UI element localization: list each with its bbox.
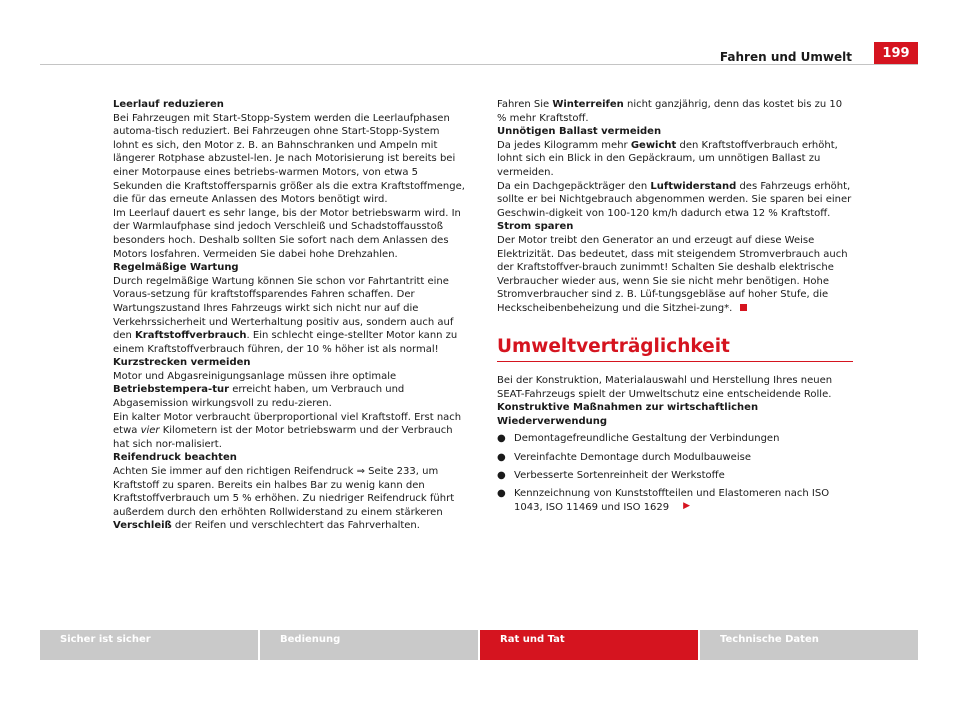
section-title: Umweltverträglichkeit: [497, 340, 853, 363]
winterreifen-paragraph: [497, 98, 853, 125]
leerlauf-paragraph-1: Bei Fahrzeugen mit Start-Stopp-System werden die Leerlaufphasen automa-tisch reduziert. Bei Fahrzeugen ohne Start-Stopp-System lohnt es sich, den Motor z. B. an Bahnschranken und Ampeln mit längerer Rotphase abzustel-len. Je nach Motorisierung ist bereits bei einer Motorpause eines betriebs-warmen Motors, von etwa 5 Sekunden die Kraftstoffersparnis größer als die extra Kraftstoffmenge, die für das erneute Anlassen des Motors benötigt wird.: [113, 112, 465, 206]
list-item-text: Vereinfachte Demontage durch Modulbauweise: [514, 451, 751, 463]
heading-kurzstrecken: Kurzstrecken vermeiden: [113, 357, 251, 369]
bold-term: Winterreifen: [552, 99, 624, 110]
ballast-paragraph-2: [497, 180, 853, 221]
bullet-icon: ●: [497, 487, 506, 499]
list-item: [497, 432, 853, 446]
bold-term: Kraftstoffverbrauch: [135, 330, 247, 342]
bullet-icon: ●: [497, 451, 506, 463]
text: den Kraftstoffverbrauch erhöht, lohnt sich ein Blick in den Gepäckraum, um unnötigen Ballast zu vermeiden.: [497, 139, 838, 178]
heading-reifendruck: Reifendruck beachten: [113, 452, 237, 464]
tab-rat-und-tat[interactable]: Rat und Tat: [480, 630, 698, 660]
page-number: 199: [874, 42, 918, 65]
reifendruck-paragraph: [113, 465, 468, 533]
kurzstrecken-paragraph-1: [113, 370, 468, 411]
heading-konstruktiv: Konstruktive Maßnahmen zur wirtschaftlichen Wiederverwendung: [497, 402, 759, 427]
tab-technische-daten[interactable]: Technische Daten: [700, 630, 918, 660]
tab-bedienung[interactable]: Bedienung: [260, 630, 478, 660]
bold-term: Verschleiß: [113, 520, 172, 532]
section-end-icon: [740, 304, 747, 311]
text: Achten Sie immer auf den richtigen Reifendruck ⇒ Seite 233, um Kraftstoff zu sparen. Bereits ein halbes Bar zu wenig kann den Kraftstoffverbrauch um 5 % erhöhen. Zu niedriger Reifendruck führt außerdem durch den erhöhten Rollwiderstand zu einem stärkeren: [113, 466, 455, 518]
left-column: [113, 98, 468, 533]
bullet-icon: ●: [497, 469, 506, 481]
list-item-text: Verbesserte Sortenreinheit der Werkstoffe: [514, 469, 725, 481]
text: Fahren Sie: [497, 99, 553, 110]
bullet-icon: ●: [497, 433, 506, 445]
ballast-paragraph-1: [497, 139, 853, 180]
chapter-title: Fahren und Umwelt: [719, 50, 852, 64]
text: nicht ganzjährig, denn das kostet bis zu 10 % mehr Kraftstoff.: [497, 99, 843, 124]
bullet-list: [497, 432, 853, 514]
kurzstrecken-paragraph-2: [113, 411, 468, 452]
text: des Fahrzeugs erhöht, sollte er bei Nichtgebrauch abgenommen werden. Sie sparen bei einer Geschwin-digkeit von 100-120 km/h dadurch etwa 12 % Kraftstoff.: [497, 180, 852, 219]
heading-strom: Strom sparen: [497, 221, 574, 233]
bold-term: Betriebstempera-tur: [113, 384, 230, 396]
text: Ein kalter Motor verbraucht überproportional viel Kraftstoff. Erst nach etwa: [113, 411, 462, 437]
bold-term: Gewicht: [630, 139, 677, 151]
heading-wartung: Regelmäßige Wartung: [113, 262, 239, 274]
text: Kilometern ist der Motor betriebswarm und der Verbrauch hat sich nor-malisiert.: [113, 425, 453, 450]
italic-term: vier: [140, 425, 160, 437]
text: Der Motor treibt den Generator an und erzeugt auf diese Weise Elektrizität. Das bedeutet, dass mit steigendem Stromverbrauch auch der Kraftstoffver-brauch zunimmt! Schalten Sie deshalb elektrische Verbraucher wieder aus, wenn Sie sie nicht mehr benötigen. Hohe Stromverbraucher sind z. B. Lüf-tungsgebläse auf hoher Stufe, die Heckscheibenbeheizung und die Sitzhei-zung*.: [497, 234, 848, 314]
wartung-paragraph: [113, 275, 468, 357]
list-item: [497, 469, 853, 483]
text: . Ein schlecht einge-stellter Motor kann zu einem Kraftstoffverbrauch führen, der 10 % höher ist als normal!: [113, 330, 458, 355]
header-rule: [40, 64, 918, 65]
text: Motor und Abgasreinigungsanlage müssen ihre optimale: [113, 370, 397, 382]
section-header: [497, 335, 853, 363]
text: der Reifen und verschlechtert das Fahrverhalten.: [171, 520, 420, 532]
section-intro: Bei der Konstruktion, Materialauswahl und Herstellung Ihres neuen SEAT-Fahrzeugs spielt der Umweltschutz eine entscheidende Rolle.: [497, 375, 833, 400]
text: Durch regelmäßige Wartung können Sie schon vor Fahrtantritt eine Voraus-setzung für kraftstoffsparendes Fahren schaffen. Der Wartungszustand Ihres Fahrzeugs wirkt sich nicht nur auf die Verkehrssicherheit und Werterhaltung positiv aus, sondern auch auf den: [113, 275, 454, 342]
tab-sicher-ist-sicher[interactable]: Sicher ist sicher: [40, 630, 258, 660]
continue-arrow-icon: ▶: [683, 501, 691, 512]
list-item: [497, 451, 853, 465]
list-item-text: Kennzeichnung von Kunststoffteilen und Elastomeren nach ISO 1043, ISO 11469 und ISO 1629: [514, 487, 830, 514]
text: Da jedes Kilogramm mehr: [497, 139, 631, 151]
leerlauf-paragraph-2: Im Leerlauf dauert es sehr lange, bis der Motor betriebswarm wird. In der Warmlaufphase sind jedoch Verschleiß und Schadstoffausstoß besonders hoch. Deshalb sollten Sie sofort nach dem Anlassen des Motors losfahren. Vermeiden Sie dabei hohe Drehzahlen.: [113, 207, 461, 260]
right-column: [497, 98, 853, 519]
list-item-text: Demontagefreundliche Gestaltung der Verbindungen: [514, 433, 780, 445]
heading-ballast: Unnötigen Ballast vermeiden: [497, 126, 662, 138]
footer-nav: [40, 630, 918, 660]
text: erreicht haben, um Verbrauch und Abgasemission wirkungsvoll zu redu-zieren.: [113, 384, 405, 410]
heading-leerlauf: Leerlauf reduzieren: [113, 99, 224, 110]
text: Da ein Dachgepäckträger den: [497, 180, 651, 192]
bold-term: Luftwiderstand: [650, 180, 737, 192]
strom-paragraph: [497, 234, 853, 316]
list-item: [497, 487, 853, 515]
